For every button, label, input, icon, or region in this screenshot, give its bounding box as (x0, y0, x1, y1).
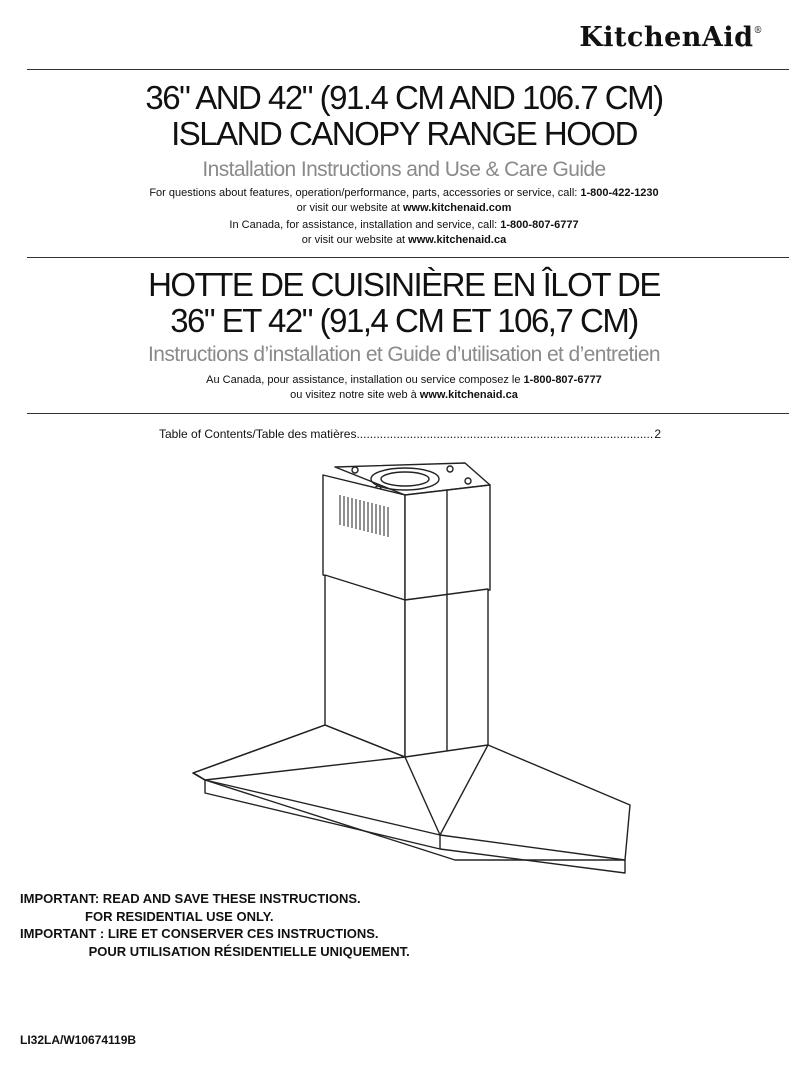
web-ca (0, 232, 808, 248)
contact-ca-text: In Canada, for assistance, installation and service, call: (229, 219, 501, 231)
phone-fr: 1-800-807-6777 (523, 374, 602, 386)
important-line: IMPORTANT: READ AND SAVE THESE INSTRUCTIONS. (20, 891, 361, 906)
divider (27, 413, 789, 414)
title-fr-line1: HOTTE DE CUISINIÈRE EN ÎLOT DE (148, 266, 660, 303)
title-en-line1: 36" AND 42" (91.4 CM AND 106.7 CM) (145, 79, 663, 116)
phone-us: 1-800-422-1230 (580, 187, 659, 199)
subtitle-fr: Instructions d’installation et Guide d’utilisation et d’entretien (148, 343, 660, 366)
web-us (0, 200, 808, 216)
web-ca-text: or visit our website at (301, 234, 409, 246)
contact-fr (0, 372, 808, 388)
registered-mark: ® (753, 26, 763, 36)
url-fr: www.kitchenaid.ca (419, 389, 518, 401)
contact-fr-text: Au Canada, pour assistance, installation ou service composez le (206, 374, 524, 386)
url-us: www.kitchenaid.com (402, 202, 512, 214)
title-en-line2: ISLAND CANOPY RANGE HOOD (171, 115, 637, 152)
toc-entry[interactable] (159, 427, 661, 441)
range-hood-illustration (185, 455, 635, 875)
contact-us-text: For questions about features, operation/performance, parts, accessories or service, call: (149, 187, 581, 199)
divider (27, 257, 789, 258)
document-id: LI32LA/W10674119B (20, 1033, 137, 1047)
important-notice (20, 890, 410, 960)
web-fr (0, 387, 808, 403)
web-fr-text: ou visitez notre site web à (290, 389, 420, 401)
contact-us (0, 185, 808, 201)
important-line: FOR RESIDENTIAL USE ONLY. (20, 908, 274, 924)
contact-ca (0, 217, 808, 233)
important-line: POUR UTILISATION RÉSIDENTIELLE UNIQUEMENT. (20, 943, 410, 959)
divider (27, 69, 789, 70)
url-ca: www.kitchenaid.ca (408, 234, 507, 246)
phone-ca: 1-800-807-6777 (500, 219, 579, 231)
web-us-text: or visit our website at (296, 202, 403, 214)
toc-page[interactable]: 2 (654, 427, 661, 441)
title-fr-line2: 36" ET 42" (91,4 CM ET 106,7 CM) (170, 302, 638, 339)
toc-leader (356, 427, 654, 441)
brand-logo (0, 22, 763, 53)
brand-name: KitchenAid (579, 22, 754, 53)
subtitle-en: Installation Instructions and Use & Care Guide (202, 158, 606, 181)
toc-label[interactable]: Table of Contents/Table des matières (159, 427, 357, 441)
important-line: IMPORTANT : LIRE ET CONSERVER CES INSTRUCTIONS. (20, 926, 379, 941)
